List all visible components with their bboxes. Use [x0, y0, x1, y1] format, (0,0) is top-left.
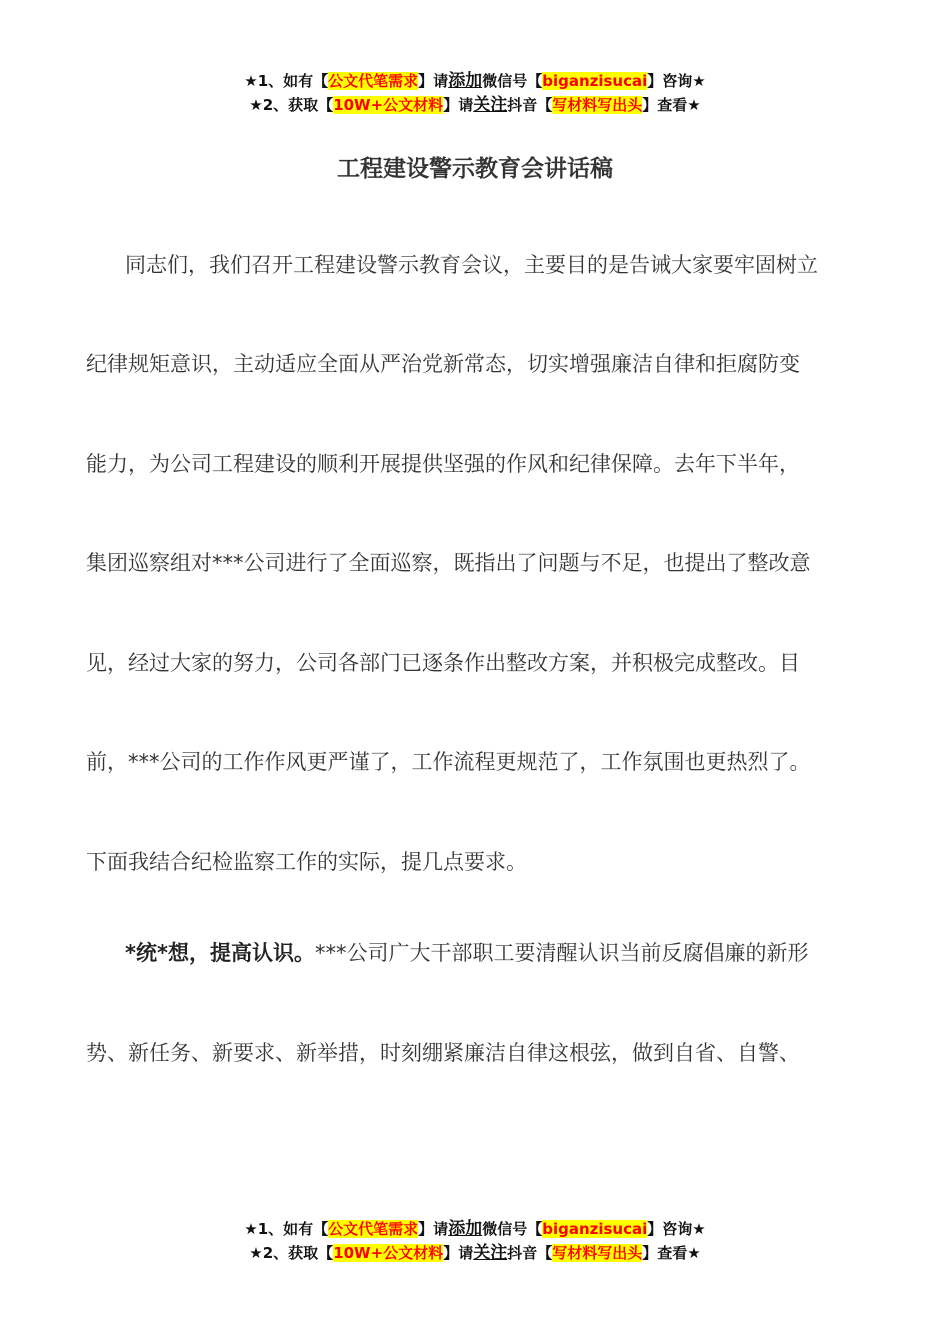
banner-text: 微信号【	[482, 72, 543, 90]
body-line-6: 前，***公司的工作作风更严谨了，工作流程更规范了，工作氛围也更热烈了。	[86, 750, 811, 774]
highlight-wechat: biganzisucai	[542, 72, 648, 90]
banner-line-2	[0, 1241, 950, 1265]
body-line-5: 见，经过大家的努力，公司各部门已逐条作出整改方案，并积极完成整改。目	[86, 651, 800, 675]
banner-text: 2、获取【	[262, 96, 334, 114]
banner-text: 抖音【	[507, 1244, 553, 1262]
emphasis-follow: 关注	[473, 1243, 508, 1263]
emphasis-add: 添加	[448, 71, 483, 91]
star-icon: ★	[687, 96, 701, 114]
highlight-service: 公文代笔需求	[328, 72, 419, 90]
section-1-line-1	[125, 938, 808, 968]
banner-line-2	[0, 93, 950, 117]
body-line-4: 集团巡察组对***公司进行了全面巡察，既指出了问题与不足，也提出了整改意	[86, 551, 811, 575]
banner-text: 1、如有【	[257, 72, 329, 90]
bottom-banner	[0, 1217, 950, 1265]
star-icon: ★	[249, 1244, 263, 1262]
emphasis-follow: 关注	[473, 95, 508, 115]
banner-text: 1、如有【	[257, 1220, 329, 1238]
section-1-text: ***公司广大干部职工要清醒认识当前反腐倡廉的新形	[314, 941, 809, 965]
star-icon: ★	[692, 72, 706, 90]
banner-text: 抖音【	[507, 96, 553, 114]
banner-line-1	[0, 69, 950, 93]
top-banner	[0, 69, 950, 117]
star-icon: ★	[244, 1220, 258, 1238]
body-line-3: 能力，为公司工程建设的顺利开展提供坚强的作风和纪律保障。去年下半年，	[86, 452, 800, 476]
highlight-service: 公文代笔需求	[328, 1220, 419, 1238]
document-title: 工程建设警示教育会讲话稿	[337, 156, 613, 182]
highlight-douyin: 写材料写出头	[552, 96, 643, 114]
star-icon: ★	[692, 1220, 706, 1238]
highlight-douyin: 写材料写出头	[552, 1244, 643, 1262]
highlight-materials: 10W+公文材料	[333, 96, 444, 114]
section-1-line-2: 势、新任务、新要求、新举措，时刻绷紧廉洁自律这根弦，做到自省、自警、	[86, 1041, 800, 1065]
banner-text: 】请	[443, 1244, 474, 1262]
body-line-1: 同志们，我们召开工程建设警示教育会议，主要目的是告诫大家要牢固树立	[125, 253, 818, 277]
banner-text: 】查看	[642, 1244, 688, 1262]
highlight-wechat: biganzisucai	[542, 1220, 648, 1238]
banner-text: 】请	[418, 1220, 449, 1238]
banner-text: 2、获取【	[262, 1244, 334, 1262]
section-1-heading: *统*想，提高认识。	[125, 941, 315, 965]
body-line-2: 纪律规矩意识，主动适应全面从严治党新常态，切实增强廉洁自律和拒腐防变	[86, 352, 800, 376]
star-icon: ★	[249, 96, 263, 114]
banner-line-1	[0, 1217, 950, 1241]
banner-text: 微信号【	[482, 1220, 543, 1238]
banner-text: 】请	[443, 96, 474, 114]
star-icon: ★	[244, 72, 258, 90]
banner-text: 】咨询	[647, 72, 693, 90]
banner-text: 】查看	[642, 96, 688, 114]
banner-text: 】请	[418, 72, 449, 90]
star-icon: ★	[687, 1244, 701, 1262]
body-line-7: 下面我结合纪检监察工作的实际，提几点要求。	[86, 850, 527, 874]
emphasis-add: 添加	[448, 1219, 483, 1239]
banner-text: 】咨询	[647, 1220, 693, 1238]
highlight-materials: 10W+公文材料	[333, 1244, 444, 1262]
